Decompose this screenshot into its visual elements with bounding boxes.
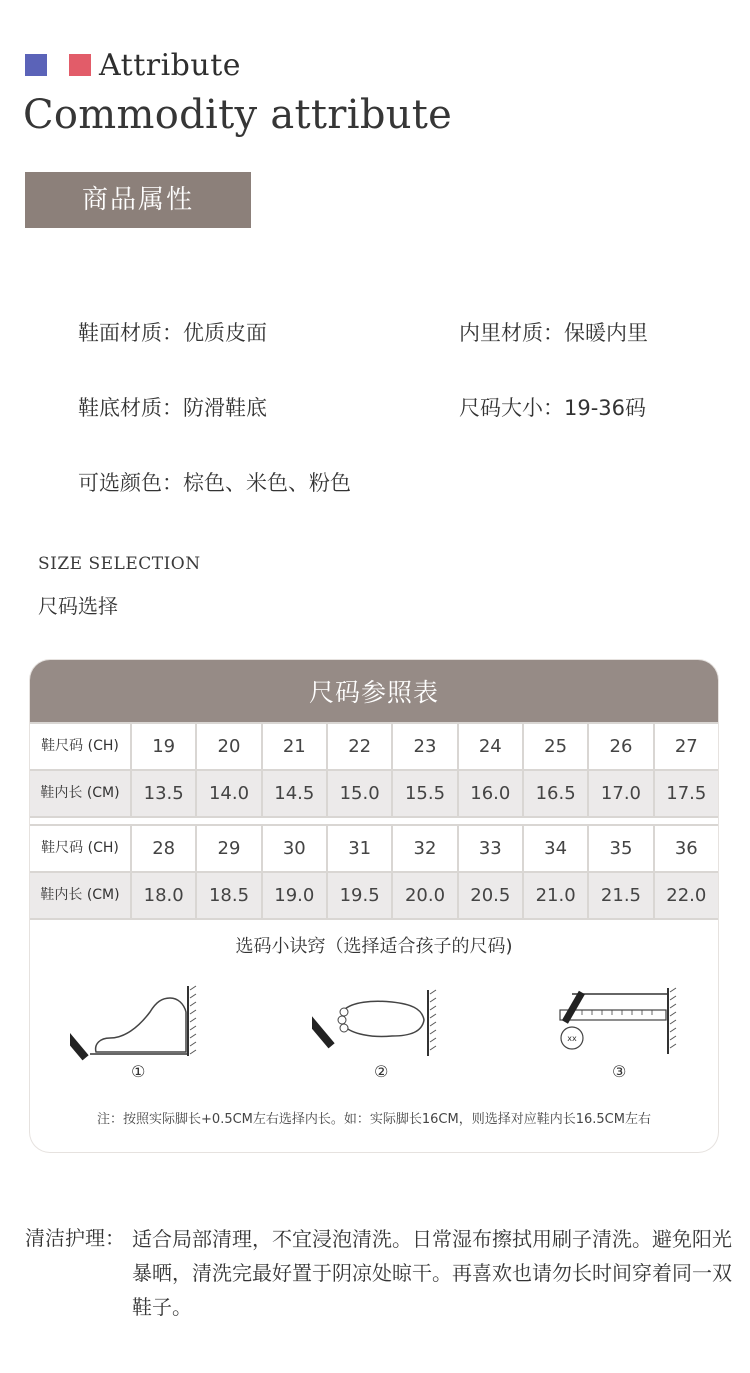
care-label: 清洁护理： bbox=[25, 1226, 125, 1250]
color-options: 可选颜色：棕色、米色、粉色 bbox=[78, 471, 351, 495]
row-label-length: 鞋内长 (CM) bbox=[40, 785, 120, 801]
table-cell: 25 bbox=[522, 724, 587, 769]
size-table-1 bbox=[30, 722, 718, 818]
table-cell: 36 bbox=[653, 826, 718, 871]
table-cell: 26 bbox=[587, 724, 652, 769]
size-chart-title: 尺码参照表 bbox=[30, 660, 718, 722]
lining-material: 内里材质：保暖内里 bbox=[459, 321, 648, 345]
table-cell: 14.0 bbox=[195, 771, 260, 816]
table-cell: 20 bbox=[195, 724, 260, 769]
table-cell: 15.0 bbox=[326, 771, 391, 816]
size-selection-title: SIZE SELECTION bbox=[38, 554, 201, 574]
table-cell: 29 bbox=[195, 826, 260, 871]
table-cell: 34 bbox=[522, 826, 587, 871]
table-cell: 32 bbox=[391, 826, 456, 871]
sizing-tips-title: 选码小诀窍（选择适合孩子的尺码) bbox=[235, 936, 513, 957]
table-cell: 35 bbox=[587, 826, 652, 871]
product-attributes-banner: 商品属性 bbox=[25, 172, 251, 228]
table-cell: 17.0 bbox=[587, 771, 652, 816]
table-cell: 14.5 bbox=[261, 771, 326, 816]
table-cell: 21.5 bbox=[587, 873, 652, 918]
row-label-length: 鞋内长 (CM) bbox=[40, 887, 120, 903]
commodity-attribute-title: Commodity attribute bbox=[23, 92, 453, 138]
sole-material: 鞋底材质：防滑鞋底 bbox=[78, 396, 267, 420]
table-row bbox=[30, 769, 718, 818]
table-cell: 31 bbox=[326, 826, 391, 871]
attribute-title: Attribute bbox=[99, 47, 242, 83]
size-range: 尺码大小：19-36码 bbox=[459, 396, 647, 420]
foot-top-illustration bbox=[312, 986, 442, 1066]
table-cell: 18.0 bbox=[130, 873, 195, 918]
upper-material: 鞋面材质：优质皮面 bbox=[78, 321, 267, 345]
row-label-size: 鞋尺码 (CH) bbox=[41, 840, 119, 856]
step-2-label: ② bbox=[374, 1062, 389, 1081]
table-cell: 20.5 bbox=[457, 873, 522, 918]
table-cell: 16.5 bbox=[522, 771, 587, 816]
table-cell: 15.5 bbox=[391, 771, 456, 816]
table-cell: 21 bbox=[261, 724, 326, 769]
flag-red-square bbox=[69, 54, 91, 76]
table-cell: 17.5 bbox=[653, 771, 718, 816]
flag-blue-square bbox=[25, 54, 47, 76]
table-cell: 28 bbox=[130, 826, 195, 871]
step-3-label: ③ bbox=[612, 1062, 627, 1081]
section-header bbox=[25, 48, 241, 82]
size-chart-card bbox=[30, 660, 718, 1152]
foot-side-illustration bbox=[70, 982, 200, 1062]
table-cell: 16.0 bbox=[457, 771, 522, 816]
size-selection-subtitle: 尺码选择 bbox=[38, 594, 118, 618]
table-cell: 13.5 bbox=[130, 771, 195, 816]
sizing-note: 注：按照实际脚长+0.5CM左右选择内长。如：实际脚长16CM，则选择对应鞋内长16.5CM左右 bbox=[97, 1112, 651, 1127]
table-cell: 21.0 bbox=[522, 873, 587, 918]
row-label-size: 鞋尺码 (CH) bbox=[41, 738, 119, 754]
table-row bbox=[30, 824, 718, 871]
care-text: 适合局部清理，不宜浸泡清洗。日常湿布擦拭用刷子清洗。避免阳光暴晒，清洗完最好置于阴凉处晾干。再喜欢也请勿长时间穿着同一双鞋子。 bbox=[132, 1227, 732, 1319]
table-cell: 19.0 bbox=[261, 873, 326, 918]
table-row bbox=[30, 722, 718, 769]
table-cell: 19.5 bbox=[326, 873, 391, 918]
step-1-label: ① bbox=[131, 1062, 146, 1081]
table-cell: 23 bbox=[391, 724, 456, 769]
table-cell: 18.5 bbox=[195, 873, 260, 918]
ruler-illustration bbox=[552, 984, 682, 1064]
table-row bbox=[30, 871, 718, 920]
table-cell: 22 bbox=[326, 724, 391, 769]
flag-white-square bbox=[47, 54, 69, 76]
table-cell: 27 bbox=[653, 724, 718, 769]
ruler-label: xx bbox=[567, 1034, 577, 1043]
table-cell: 22.0 bbox=[653, 873, 718, 918]
table-cell: 19 bbox=[130, 724, 195, 769]
size-table-2 bbox=[30, 824, 718, 920]
table-cell: 30 bbox=[261, 826, 326, 871]
table-cell: 20.0 bbox=[391, 873, 456, 918]
table-cell: 33 bbox=[457, 826, 522, 871]
table-cell: 24 bbox=[457, 724, 522, 769]
